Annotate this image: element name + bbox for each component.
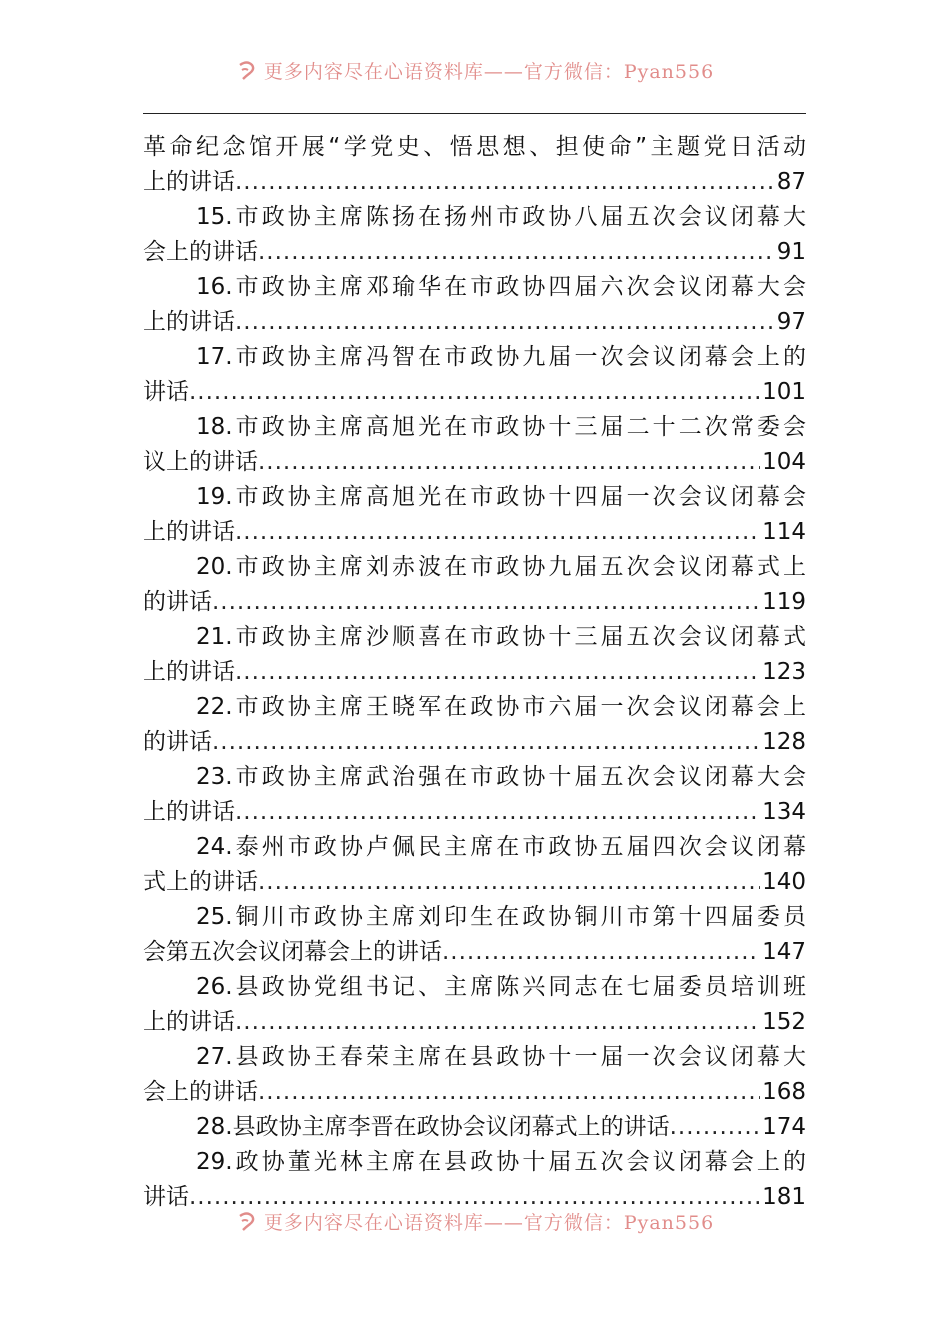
toc-entry-title: 20.市政协主席刘赤波在市政协九届五次会议闭幕式上	[196, 554, 806, 580]
dot-leader	[212, 725, 760, 760]
toc-entry-title: 29.政协董光林主席在县政协十届五次会议闭幕会上的	[196, 1149, 806, 1175]
toc-page-number: 152	[762, 1009, 806, 1035]
toc-entry-title: 28.县政协主席李晋在政协会议闭幕式上的讲话	[196, 1114, 670, 1140]
toc-entry-tail: 会上的讲话	[143, 239, 258, 265]
toc-entry-title: 25.铜川市政协主席刘印生在政协铜川市第十四届委员	[196, 904, 806, 930]
toc-entry-tail: 上的讲话	[143, 519, 235, 545]
toc-page-number: 168	[762, 1079, 806, 1105]
toc-entry-tail: 的讲话	[143, 589, 212, 615]
toc-page-number: 87	[776, 169, 806, 195]
toc-entry-line[interactable]	[143, 970, 806, 1005]
toc-entries	[143, 200, 806, 1215]
header-rule	[143, 113, 806, 114]
dot-leader	[235, 1005, 760, 1040]
toc-entry-line[interactable]	[143, 760, 806, 795]
toc-entry-tail: 上的讲话	[143, 309, 235, 335]
toc-page-number: 104	[762, 449, 806, 475]
brand-logo-icon	[236, 59, 258, 81]
dot-leader	[235, 655, 760, 690]
toc-continuation-text: 革命纪念馆开展“学党史、悟思想、担使命”主题党日活动	[143, 134, 806, 160]
toc-entry-line[interactable]	[143, 690, 806, 725]
toc-entry-tail: 上的讲话	[143, 1009, 235, 1035]
toc-entry-line[interactable]	[143, 585, 806, 620]
toc-continuation-tail	[143, 165, 806, 200]
toc-page-number: 114	[762, 519, 806, 545]
brand-logo-icon	[236, 1210, 258, 1232]
toc-entry-title: 18.市政协主席高旭光在市政协十三届二十二次常委会	[196, 414, 806, 440]
dot-leader	[258, 1075, 760, 1110]
toc-entry-line[interactable]	[143, 1075, 806, 1110]
toc-entry-tail: 式上的讲话	[143, 869, 258, 895]
toc-entry-tail: 讲话	[143, 1184, 189, 1210]
toc-entry-title: 17.市政协主席冯智在市政协九届一次会议闭幕会上的	[196, 344, 806, 370]
toc-entry-line[interactable]	[143, 550, 806, 585]
dot-leader	[235, 795, 760, 830]
dot-leader	[235, 305, 775, 340]
toc-entry-tail: 会上的讲话	[143, 1079, 258, 1105]
toc-entry-line[interactable]	[143, 235, 806, 270]
dot-leader	[258, 865, 760, 900]
toc-entry-line[interactable]	[143, 375, 806, 410]
toc-entry-line[interactable]	[143, 620, 806, 655]
toc-page-number: 128	[762, 729, 806, 755]
watermark-text: 更多内容尽在心语资料库——官方微信：Pyan556	[263, 60, 715, 83]
toc-page-number: 140	[762, 869, 806, 895]
toc-page-number: 181	[762, 1184, 806, 1210]
dot-leader	[235, 165, 775, 200]
toc-entry-title: 27.县政协王春荣主席在县政协十一届一次会议闭幕大	[196, 1044, 806, 1070]
toc-entry-title: 23.市政协主席武治强在市政协十届五次会议闭幕大会	[196, 764, 806, 790]
toc-entry-tail: 讲话	[143, 379, 189, 405]
dot-leader	[189, 375, 760, 410]
toc-entry-line[interactable]	[143, 830, 806, 865]
toc-entry-line[interactable]	[143, 1005, 806, 1040]
dot-leader	[442, 935, 760, 970]
toc-entry-title: 16.市政协主席邓瑜华在市政协四届六次会议闭幕大会	[196, 274, 806, 300]
toc-entry-tail: 上的讲话	[143, 169, 235, 195]
toc-page-number: 123	[762, 659, 806, 685]
dot-leader	[235, 515, 760, 550]
toc-entry-title: 24.泰州市政协卢佩民主席在市政协五届四次会议闭幕	[196, 834, 806, 860]
toc-page-number: 147	[762, 939, 806, 965]
toc-entry-line[interactable]	[143, 1110, 806, 1145]
toc-entry-line[interactable]	[143, 410, 806, 445]
toc-entry-line[interactable]	[143, 200, 806, 235]
toc-entry-line[interactable]	[143, 340, 806, 375]
toc-entry-line[interactable]	[143, 480, 806, 515]
toc-entry-title: 21.市政协主席沙顺喜在市政协十三届五次会议闭幕式	[196, 624, 806, 650]
dot-leader	[258, 445, 760, 480]
toc-entry-line[interactable]	[143, 935, 806, 970]
toc-entry-tail: 会第五次会议闭幕会上的讲话	[143, 939, 442, 965]
toc-page-number: 174	[762, 1114, 806, 1140]
toc-entry-title: 26.县政协党组书记、主席陈兴同志在七届委员培训班	[196, 974, 806, 1000]
toc-entry-tail: 上的讲话	[143, 659, 235, 685]
toc-page-number: 134	[762, 799, 806, 825]
toc-entry-title: 19.市政协主席高旭光在市政协十四届一次会议闭幕会	[196, 484, 806, 510]
toc-entry-line[interactable]	[143, 515, 806, 550]
toc-page-number: 101	[762, 379, 806, 405]
toc-page-number: 119	[762, 589, 806, 615]
toc-entry-tail: 议上的讲话	[143, 449, 258, 475]
toc-entry-title: 15.市政协主席陈扬在扬州市政协八届五次会议闭幕大	[196, 204, 806, 230]
toc-entry-line[interactable]	[143, 270, 806, 305]
toc-continuation-line	[143, 130, 806, 165]
toc-page-number: 97	[776, 309, 806, 335]
toc-entry-line[interactable]	[143, 725, 806, 760]
watermark-text: 更多内容尽在心语资料库——官方微信：Pyan556	[263, 1211, 715, 1234]
toc-page-number: 91	[776, 239, 806, 265]
toc-entry-tail: 上的讲话	[143, 799, 235, 825]
toc-entry-line[interactable]	[143, 445, 806, 480]
toc-entry-line[interactable]	[143, 865, 806, 900]
dot-leader	[212, 585, 760, 620]
toc-entry-line[interactable]	[143, 655, 806, 690]
toc-entry-line[interactable]	[143, 1145, 806, 1180]
toc-entry-line[interactable]	[143, 900, 806, 935]
toc-entry-line[interactable]	[143, 1040, 806, 1075]
footer-watermark	[0, 1206, 950, 1236]
toc-entry-title: 22.市政协主席王晓军在政协市六届一次会议闭幕会上	[196, 694, 806, 720]
header-watermark	[0, 55, 950, 85]
dot-leader	[670, 1110, 761, 1145]
toc-entry-line[interactable]	[143, 305, 806, 340]
toc-entry-line[interactable]	[143, 795, 806, 830]
toc-entry-tail: 的讲话	[143, 729, 212, 755]
dot-leader	[258, 235, 775, 270]
table-of-contents	[143, 130, 806, 1215]
